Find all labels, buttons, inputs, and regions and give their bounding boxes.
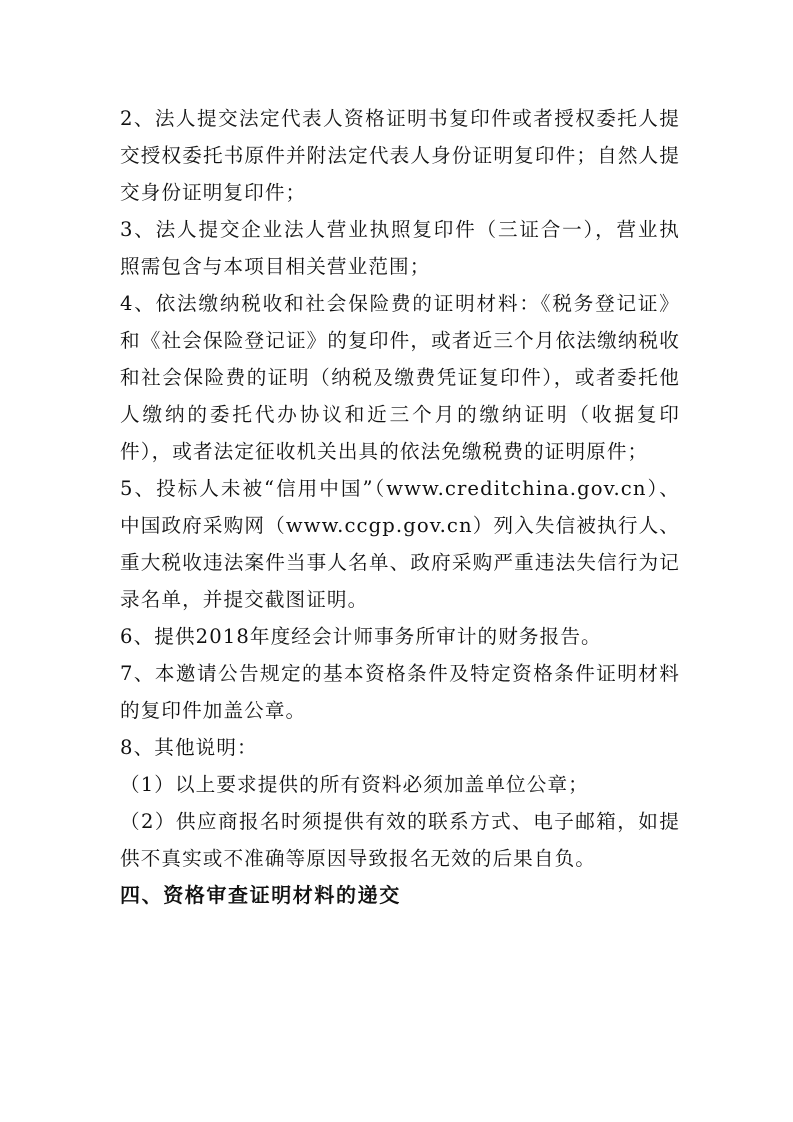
paragraph-item-3: 3、法人提交企业法人营业执照复印件（三证合一），营业执照需包含与本项目相关营业范围； (120, 218, 680, 278)
paragraph-sub-item-2: （2）供应商报名时须提供有效的联系方式、电子邮箱，如提供不真实或不准确等原因导致报名无效的后果自负。 (120, 810, 680, 870)
paragraph-item-2: 2、法人提交法定代表人资格证明书复印件或者授权委托人提交授权委托书原件并附法定代表人身份证明复印件；自然人提交身份证明复印件； (120, 107, 680, 204)
document-body (120, 100, 680, 914)
paragraph-item-7: 7、本邀请公告规定的基本资格条件及特定资格条件证明材料的复印件加盖公章。 (120, 662, 680, 722)
section-heading: 四、资格审查证明材料的递交 (120, 883, 401, 907)
paragraph-item-4: 4、依法缴纳税收和社会保险费的证明材料：《税务登记证》和《社会保险登记证》的复印件，或者近三个月依法缴纳税收和社会保险费的证明（纳税及缴费凭证复印件），或者委托他人缴纳的委托代办协议和近三个月的缴纳证明（收据复印件），或者法定征收机关出具的依法免缴税费的证明原件； (120, 292, 680, 463)
paragraph-item-6: 6、提供2018年度经会计师事务所审计的财务报告。 (120, 625, 602, 648)
paragraph-item-5: 5、投标人未被“信用中国”（www.creditchina.gov.cn）、中国政府采购网（www.ccgp.gov.cn）列入失信被执行人、重大税收违法案件当事人名单、政府采购严重违法失信行为记录名单，并提交截图证明。 (120, 477, 680, 611)
paragraph-sub-item-1: （1）以上要求提供的所有资料必须加盖单位公章； (120, 773, 589, 796)
paragraph-item-8: 8、其他说明： (120, 736, 258, 759)
